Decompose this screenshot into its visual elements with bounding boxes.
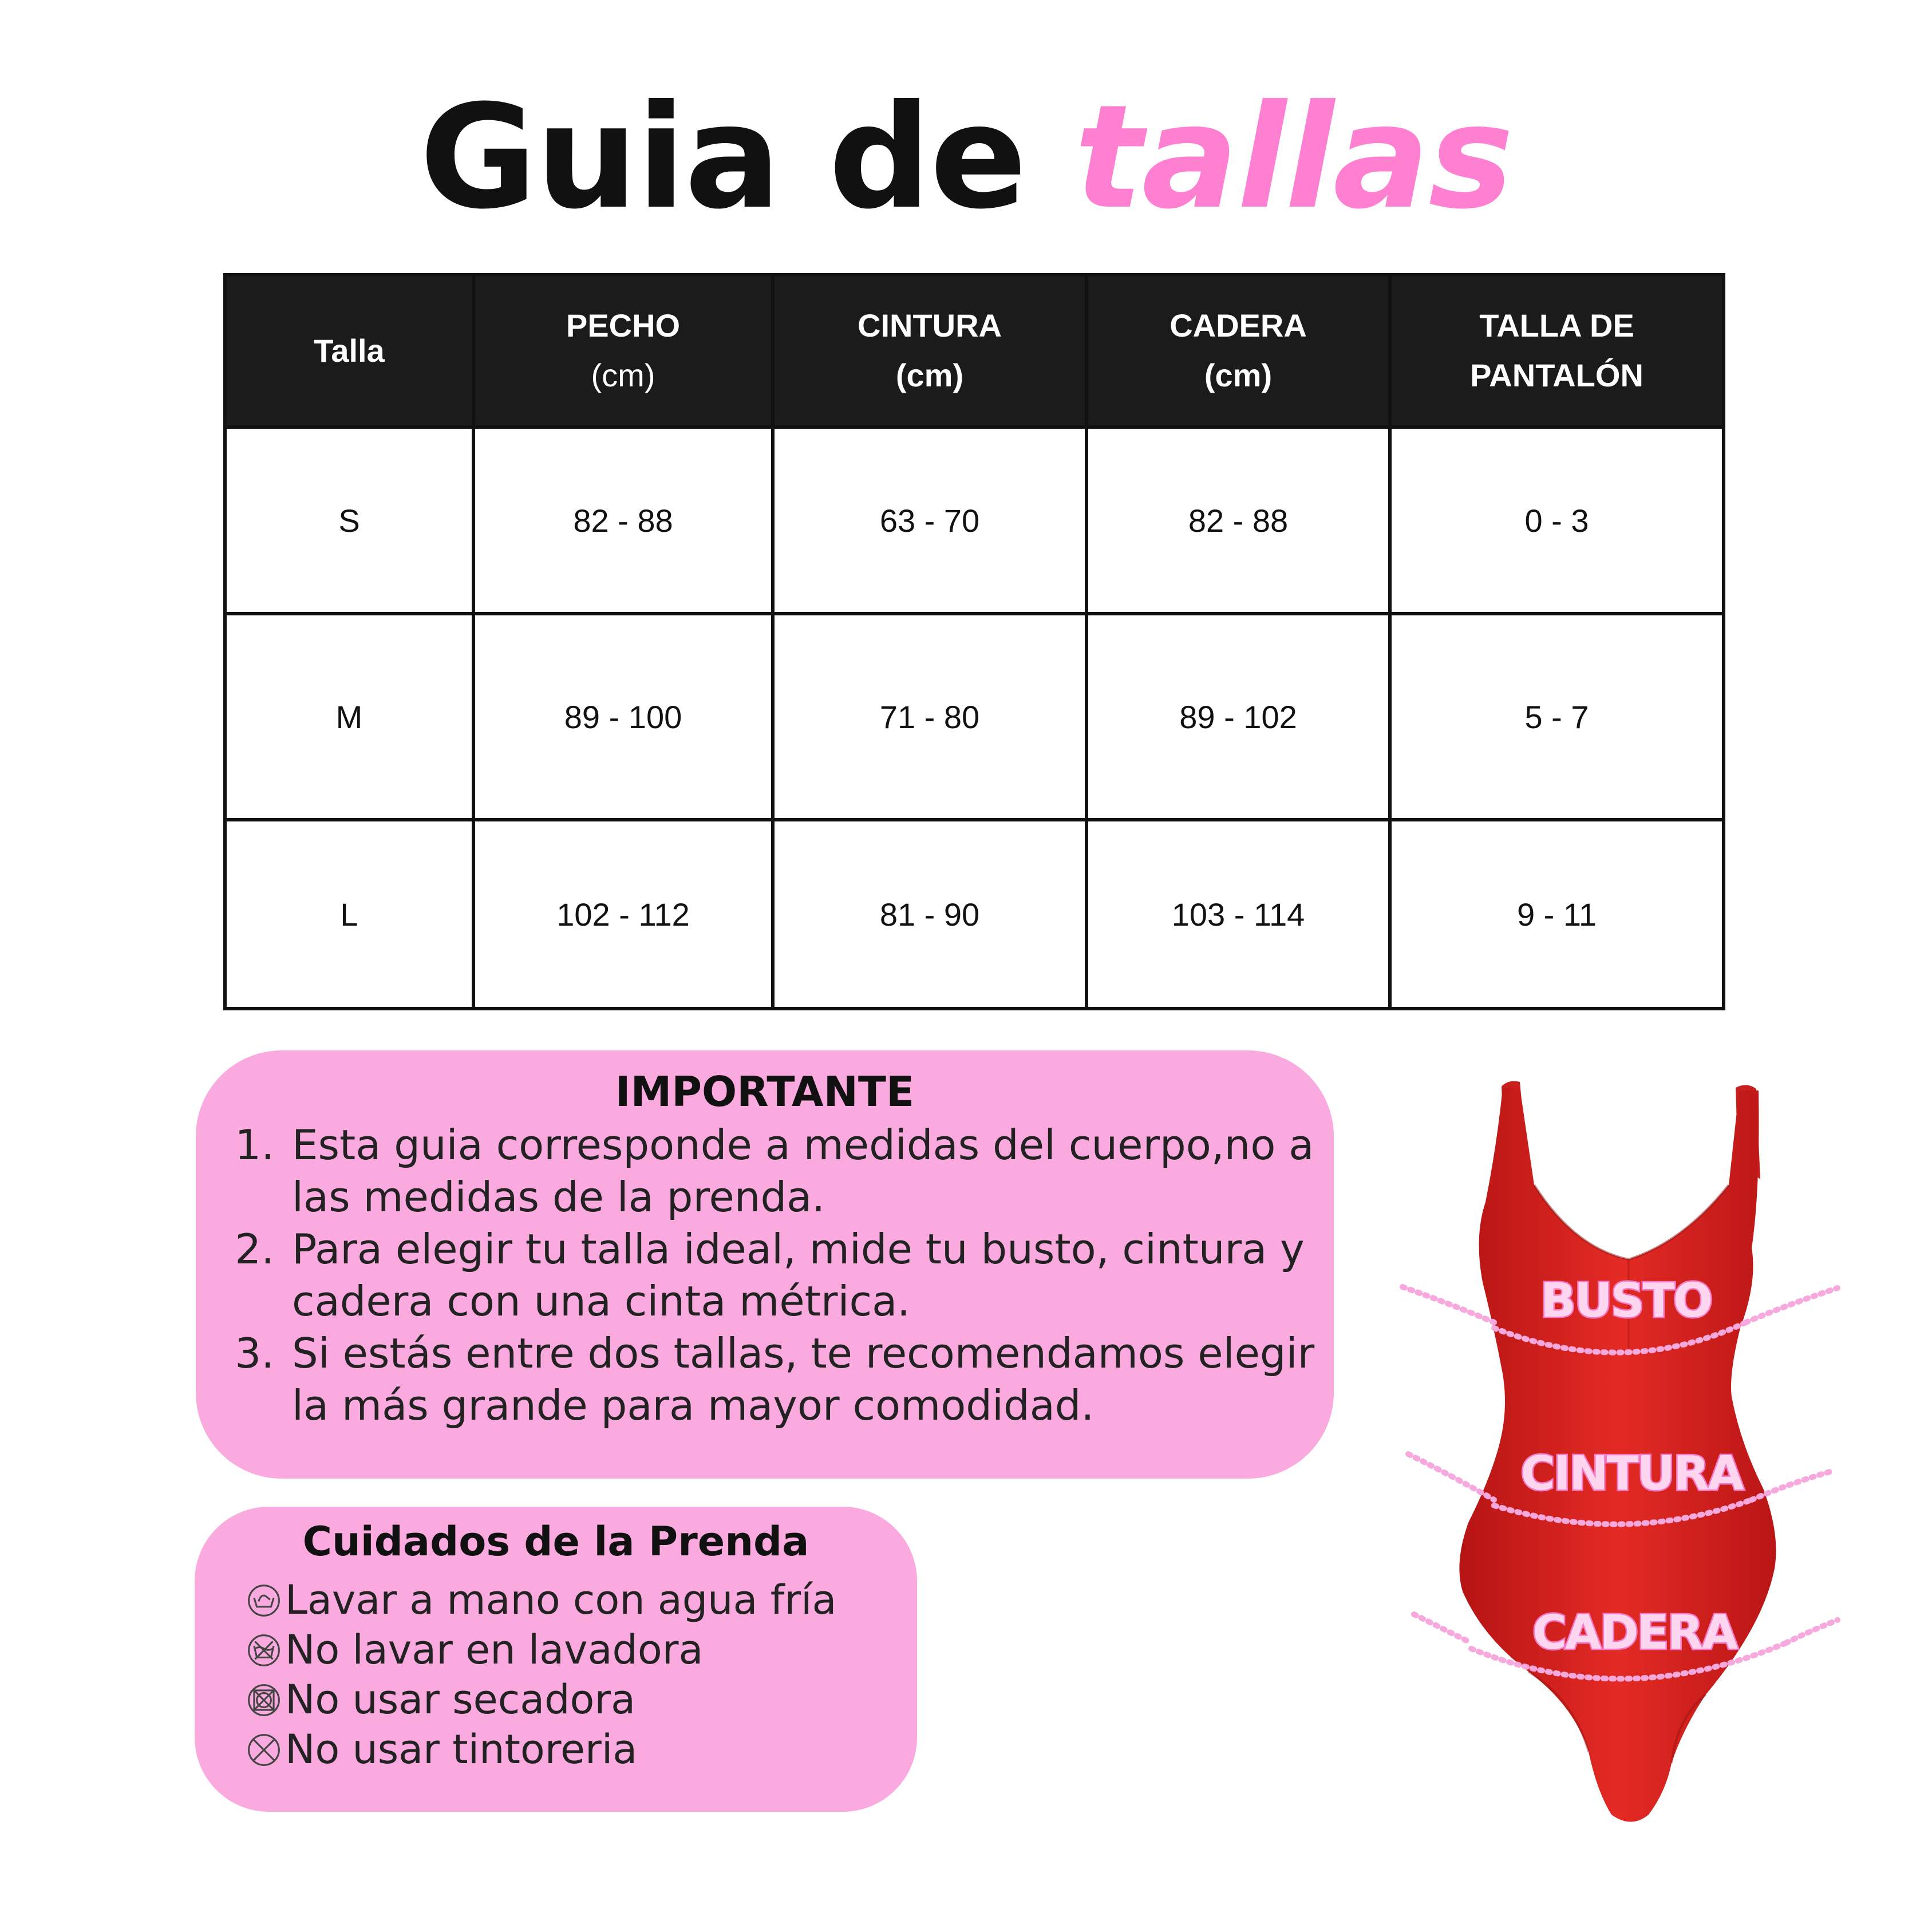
table-cell: 5 - 7 <box>1390 614 1724 820</box>
table-row <box>225 820 1724 1009</box>
table-cell: 82 - 88 <box>473 427 773 614</box>
label-busto: BUSTO <box>1540 1274 1712 1328</box>
size-table <box>223 273 1725 1010</box>
care-list <box>246 1575 836 1775</box>
care-instructions <box>195 1507 917 1812</box>
table-cell: M <box>225 614 473 820</box>
list-item: Lavar a mano con agua fría <box>246 1575 836 1625</box>
table-cell: 63 - 70 <box>773 427 1086 614</box>
header-talla: Talla <box>225 275 473 427</box>
table-cell: 89 - 100 <box>473 614 773 820</box>
list-item: 1. Esta guia corresponde a medidas del cuerpo,no a las medidas de la prenda. <box>287 1119 1364 1223</box>
table-row <box>225 427 1724 614</box>
list-item: No usar tintoreria <box>246 1725 836 1775</box>
table-cell: 89 - 102 <box>1086 614 1390 820</box>
table-row <box>225 614 1724 820</box>
important-list <box>253 1119 1364 1432</box>
list-item: No lavar en lavadora <box>246 1625 836 1675</box>
title-accent: tallas <box>1074 74 1513 240</box>
important-notice <box>196 1050 1334 1479</box>
important-heading: IMPORTANTE <box>615 1068 915 1116</box>
table-cell: 102 - 112 <box>473 820 773 1009</box>
hand-wash-icon <box>246 1583 282 1618</box>
header-talla-pantalon: TALLA DE PANTALÓN <box>1390 275 1724 427</box>
list-item: 3. Si estás entre dos tallas, te recomendamos elegir la más grande para mayor comodidad. <box>287 1327 1364 1432</box>
title-main: Guia de <box>419 74 1075 240</box>
list-item: 2. Para elegir tu talla ideal, mide tu busto, cintura y cadera con una cinta métrica. <box>287 1223 1364 1327</box>
label-cintura: CINTURA <box>1520 1447 1743 1501</box>
no-dry-clean-icon <box>246 1732 282 1768</box>
table-cell: 9 - 11 <box>1390 820 1724 1009</box>
header-pecho: PECHO (cm) <box>473 275 773 427</box>
care-heading: Cuidados de la Prenda <box>302 1518 809 1565</box>
no-machine-wash-icon <box>246 1633 282 1668</box>
table-cell: 81 - 90 <box>773 820 1086 1009</box>
busto-line <box>1402 1287 1494 1322</box>
table-cell: 82 - 88 <box>1086 427 1390 614</box>
cadera-line <box>1414 1614 1471 1643</box>
table-cell: 71 - 80 <box>773 614 1086 820</box>
table-cell: 0 - 3 <box>1390 427 1724 614</box>
label-cadera: CADERA <box>1532 1606 1737 1660</box>
no-tumble-dry-icon <box>246 1682 282 1718</box>
header-cadera: CADERA (cm) <box>1086 275 1390 427</box>
header-cintura: CINTURA (cm) <box>773 275 1086 427</box>
garment-illustration <box>1385 1076 1855 1901</box>
swimsuit-figure <box>1385 1076 1855 1901</box>
page-title <box>0 74 1932 240</box>
list-item: No usar secadora <box>246 1675 836 1725</box>
table-cell: 103 - 114 <box>1086 820 1390 1009</box>
table-header-row <box>225 275 1724 427</box>
table-cell: S <box>225 427 473 614</box>
cintura-line <box>1408 1454 1494 1500</box>
table-cell: L <box>225 820 473 1009</box>
